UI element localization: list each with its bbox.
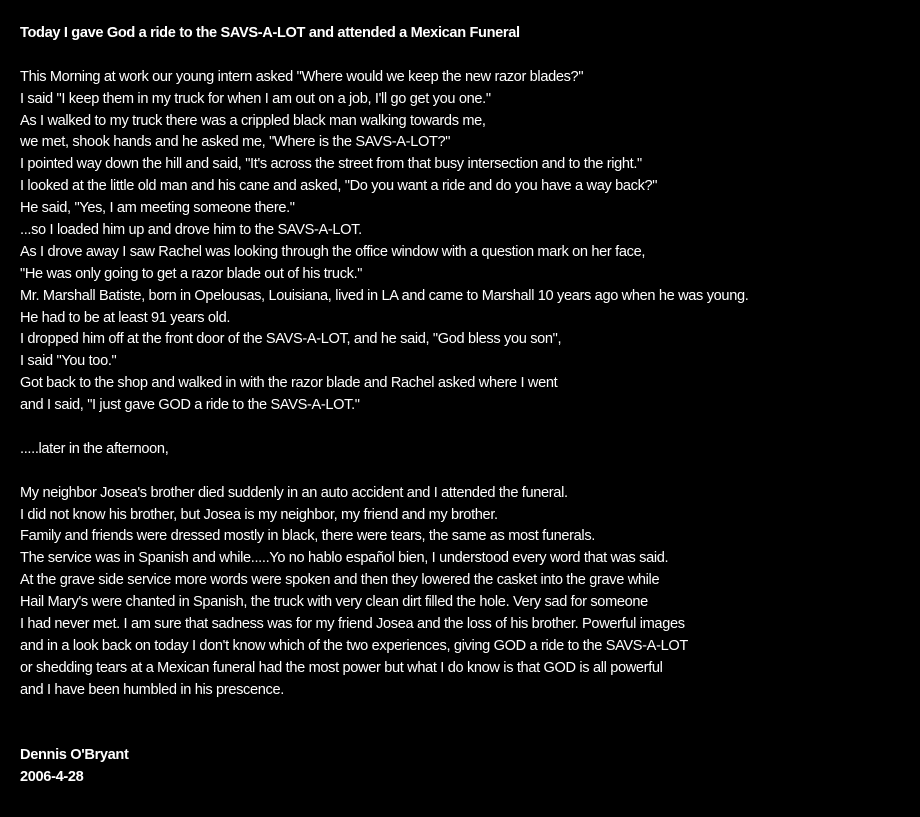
paragraph-funeral — [20, 483, 915, 702]
spacer — [20, 45, 915, 67]
spacer — [20, 461, 915, 483]
text-line: He said, "Yes, I am meeting someone there." — [20, 200, 295, 217]
text-line: we met, shook hands and he asked me, "Where is the SAVS-A-LOT?" — [20, 134, 451, 151]
spacer — [20, 417, 915, 439]
paragraph-morning — [20, 67, 915, 417]
document-title: Today I gave God a ride to the SAVS-A-LOT and attended a Mexican Funeral — [20, 25, 520, 41]
text-line: ...so I loaded him up and drove him to the SAVS-A-LOT. — [20, 222, 362, 239]
document-date: 2006-4-28 — [20, 769, 84, 786]
author-name: Dennis O'Bryant — [20, 747, 129, 764]
text-line: or shedding tears at a Mexican funeral had the most power but what I do know is that GOD is all powerful — [20, 659, 663, 676]
text-line: and I have been humbled in his prescence. — [20, 681, 284, 698]
text-line: Mr. Marshall Batiste, born in Opelousas, Louisiana, lived in LA and came to Marshall 10 years ago when he was young. — [20, 287, 749, 304]
text-line: I looked at the little old man and his cane and asked, "Do you want a ride and do you have a way back?" — [20, 178, 658, 195]
text-line: and I said, "I just gave GOD a ride to the SAVS-A-LOT." — [20, 397, 360, 414]
text-line: "He was only going to get a razor blade out of his truck." — [20, 265, 363, 282]
text-line: He had to be at least 91 years old. — [20, 309, 231, 326]
spacer — [20, 702, 915, 746]
text-line: Family and friends were dressed mostly in black, there were tears, the same as most funerals. — [20, 528, 595, 545]
text-line: I said "You too." — [20, 353, 117, 370]
text-line: I pointed way down the hill and said, "It's across the street from that busy intersection and to the right." — [20, 156, 642, 173]
text-line: As I drove away I saw Rachel was looking through the office window with a question mark on her face, — [20, 243, 646, 260]
text-line: This Morning at work our young intern asked "Where would we keep the new razor blades?" — [20, 68, 584, 85]
text-line: My neighbor Josea's brother died suddenly in an auto accident and I attended the funeral. — [20, 484, 568, 501]
text-line: I said "I keep them in my truck for when I am out on a job, I'll go get you one." — [20, 90, 491, 107]
text-line: The service was in Spanish and while.....Yo no hablo español bien, I understood every word that was said. — [20, 550, 669, 567]
text-line: I dropped him off at the front door of the SAVS-A-LOT, and he said, "God bless you son", — [20, 331, 562, 348]
document-body — [20, 23, 915, 789]
text-line: and in a look back on today I don't know which of the two experiences, giving GOD a ride to the SAVS-A-LOT — [20, 637, 688, 654]
text-line: At the grave side service more words were spoken and then they lowered the casket into the grave while — [20, 572, 660, 589]
later-in-afternoon-text: .....later in the afternoon, — [20, 440, 169, 457]
text-line: Got back to the shop and walked in with the razor blade and Rachel asked where I went — [20, 375, 558, 392]
text-line: I did not know his brother, but Josea is my neighbor, my friend and my brother. — [20, 506, 498, 523]
text-line: As I walked to my truck there was a crippled black man walking towards me, — [20, 112, 486, 129]
text-line: I had never met. I am sure that sadness was for my friend Josea and the loss of his brother. Powerful images — [20, 616, 685, 633]
text-line: Hail Mary's were chanted in Spanish, the truck with very clean dirt filled the hole. Very sad for someone — [20, 594, 648, 611]
